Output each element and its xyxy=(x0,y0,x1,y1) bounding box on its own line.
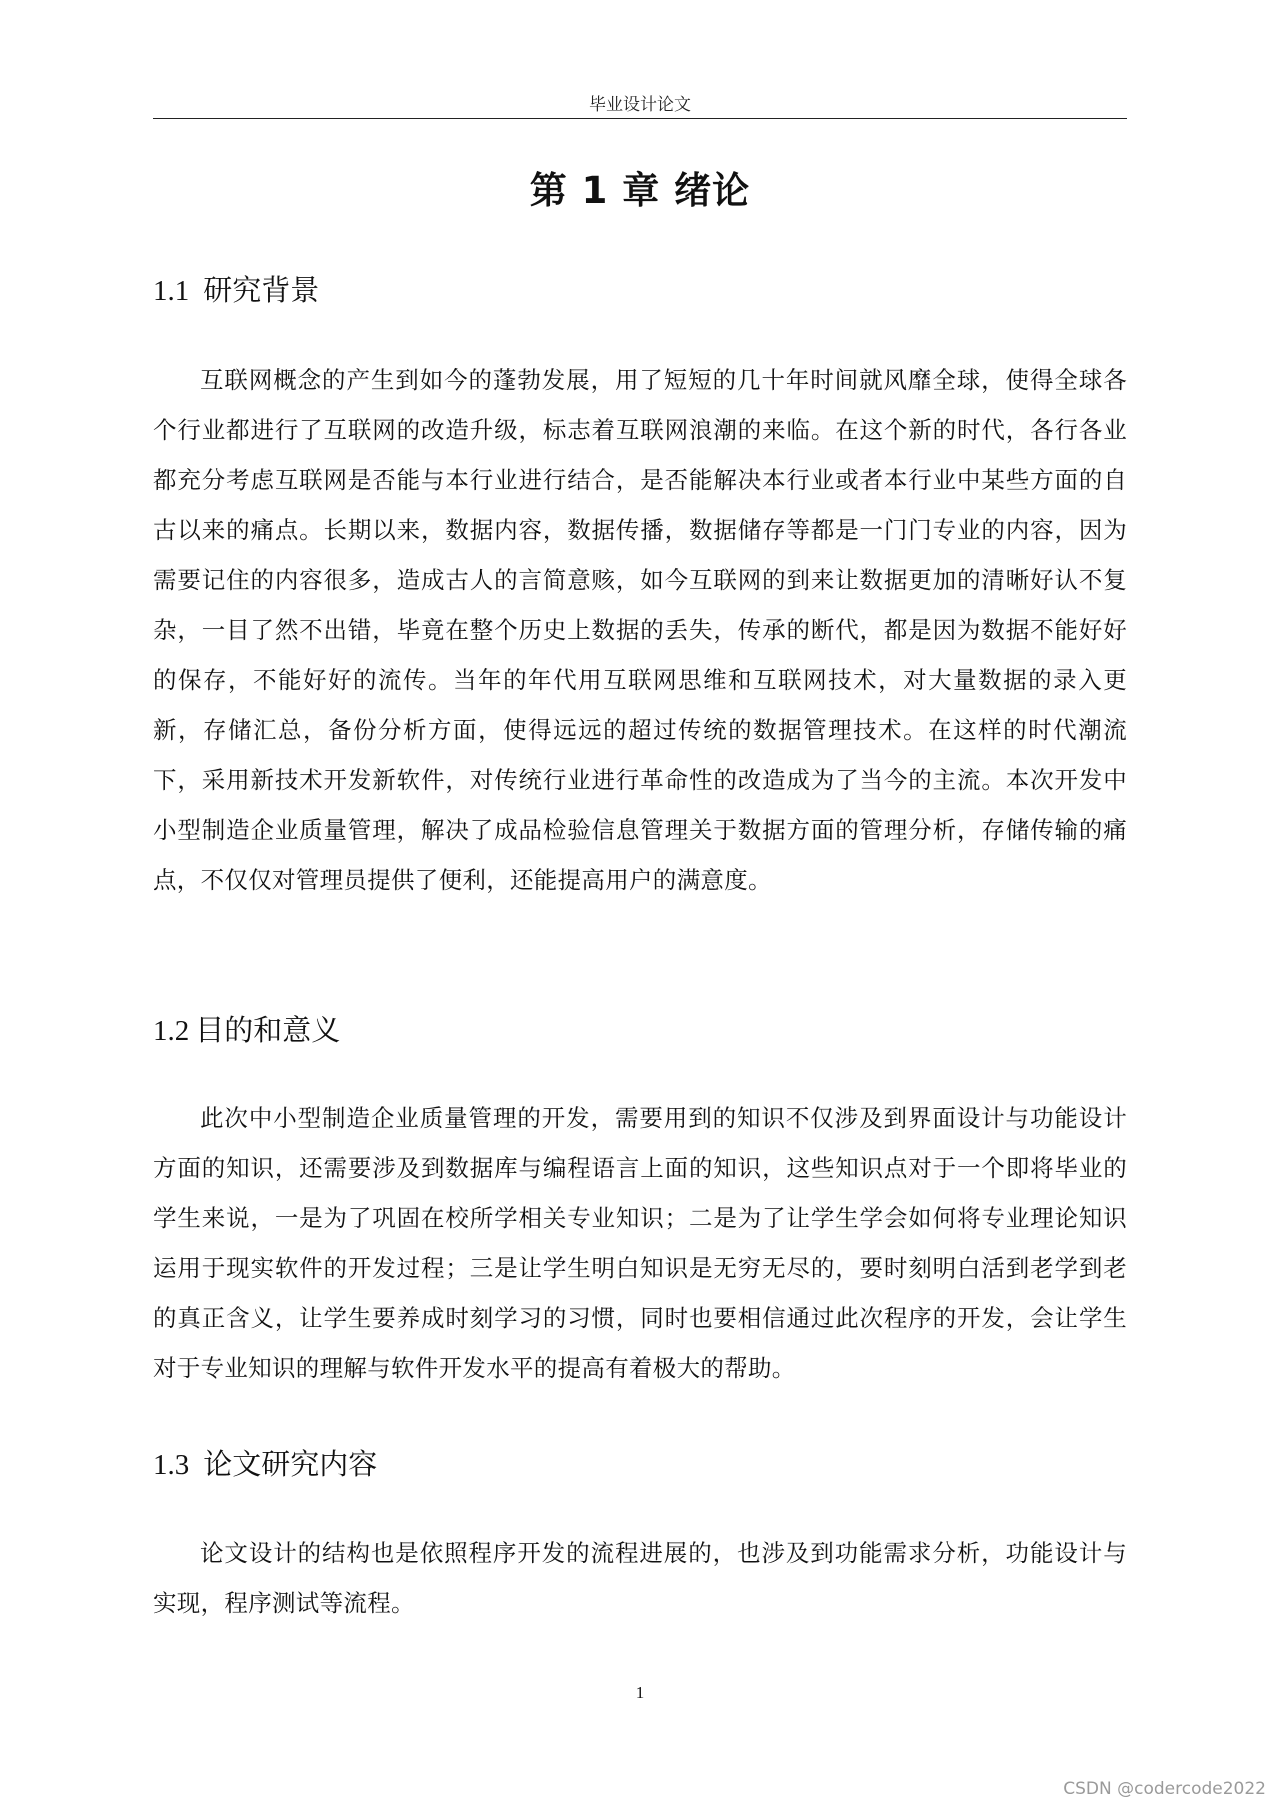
section-heading-1-1 xyxy=(153,268,319,309)
section-number: 1.1 xyxy=(153,275,190,307)
page-number: 1 xyxy=(635,1683,645,1702)
section-heading-1-2 xyxy=(153,1008,340,1049)
header-rule xyxy=(153,118,1127,119)
section-title: 研究背景 xyxy=(203,273,320,307)
section-number: 1.2 xyxy=(153,1015,190,1047)
section-1-1-paragraph: 互联网概念的产生到如今的蓬勃发展，用了短短的几十年时间就风靡全球，使得全球各个行业都进行了互联网的改造升级，标志着互联网浪潮的来临。在这个新的时代，各行各业都充分考虑互联网是否能与本行业进行结合，是否能解决本行业或者本行业中某些方面的自古以来的痛点。长期以来，数据内容，数据传播，数据储存等都是一门门专业的内容，因为需要记住的内容很多，造成古人的言简意赅，如今互联网的到来让数据更加的清晰好认不复杂，一目了然不出错，毕竟在整个历史上数据的丢失，传承的断代，都是因为数据不能好好的保存，不能好好的流传。当年的年代用互联网思维和互联网技术，对大量数据的录入更新，存储汇总，备份分析方面，使得远远的超过传统的数据管理技术。在这样的时代潮流下，采用新技术开发新软件，对传统行业进行革命性的改造成为了当今的主流。本次开发中小型制造企业质量管理，解决了成品检验信息管理关于数据方面的管理分析，存储传输的痛点，不仅仅对管理员提供了便利，还能提高用户的满意度。 xyxy=(153,366,1127,894)
section-title: 论文研究内容 xyxy=(203,1447,378,1481)
chapter-title: 第 1 章 绪论 xyxy=(529,169,751,212)
section-title: 目的和意义 xyxy=(195,1013,341,1047)
watermark: CSDN @codercode2022 xyxy=(1063,1779,1266,1799)
running-header: 毕业设计论文 xyxy=(589,95,691,115)
section-1-2-paragraph: 此次中小型制造企业质量管理的开发，需要用到的知识不仅涉及到界面设计与功能设计方面的知识，还需要涉及到数据库与编程语言上面的知识，这些知识点对于一个即将毕业的学生来说，一是为了巩固在校所学相关专业知识；二是为了让学生学会如何将专业理论知识运用于现实软件的开发过程；三是让学生明白知识是无穷无尽的，要时刻明白活到老学到老的真正含义，让学生要养成时刻学习的习惯，同时也要相信通过此次程序的开发，会让学生对于专业知识的理解与软件开发水平的提高有着极大的帮助。 xyxy=(153,1104,1127,1382)
section-number: 1.3 xyxy=(153,1449,190,1481)
section-1-3-paragraph: 论文设计的结构也是依照程序开发的流程进展的，也涉及到功能需求分析，功能设计与实现，程序测试等流程。 xyxy=(153,1539,1127,1617)
section-heading-1-3 xyxy=(153,1442,377,1483)
